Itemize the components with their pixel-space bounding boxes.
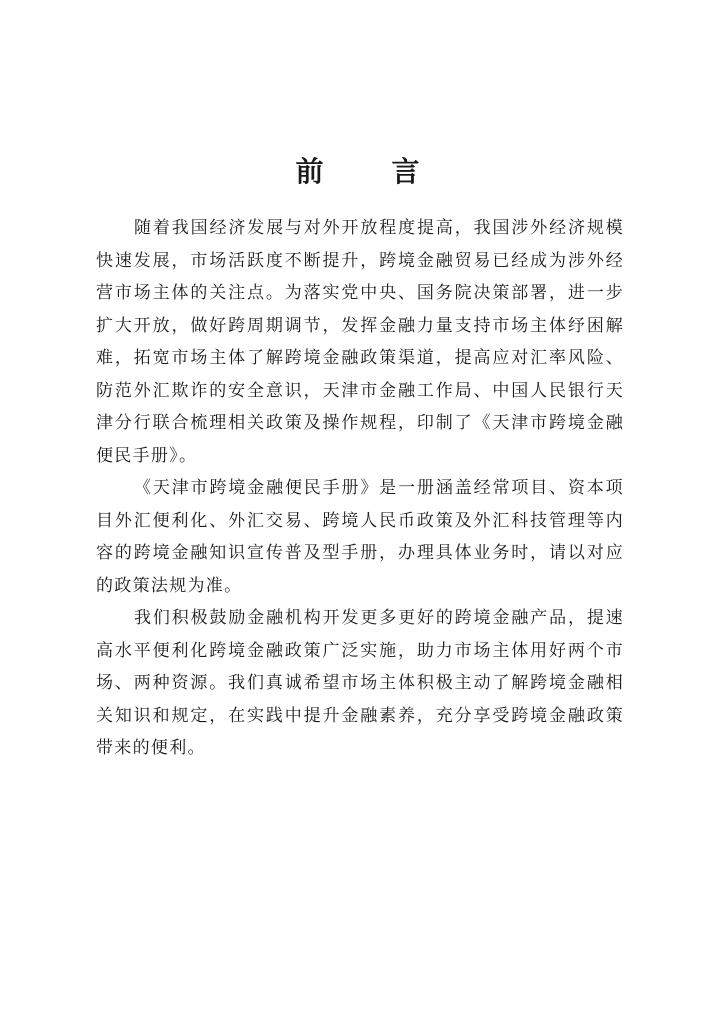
document-body — [96, 212, 624, 765]
page-title: 前 言 — [295, 155, 440, 188]
paragraph-1: 随着我国经济发展与对外开放程度提高，我国涉外经济规模快速发展，市场活跃度不断提升，跨境金融贸易已经成为涉外经营市场主体的关注点。为落实党中央、国务院决策部署，进一步扩大开放，做好跨周期调节，发挥金融力量支持市场主体纾困解难，拓宽市场主体了解跨境金融政策渠道，提高应对汇率风险、防范外汇欺诈的安全意识，天津市金融工作局、中国人民银行天津分行联合梳理相关政策及操作规程，印制了《天津市跨境金融便民手册》。 — [96, 218, 624, 466]
paragraph-2: 《天津市跨境金融便民手册》是一册涵盖经常项目、资本项目外汇便利化、外汇交易、跨境人民币政策及外汇科技管理等内容的跨境金融知识宣传普及型手册，办理具体业务时，请以对应的政策法规为准。 — [96, 478, 624, 596]
paragraph-3: 我们积极鼓励金融机构开发更多更好的跨境金融产品，提速高水平便利化跨境金融政策广泛实施，助力市场主体用好两个市场、两种资源。我们真诚希望市场主体积极主动了解跨境金融相关知识和规定，在实践中提升金融素养，充分享受跨境金融政策带来的便利。 — [96, 608, 624, 758]
